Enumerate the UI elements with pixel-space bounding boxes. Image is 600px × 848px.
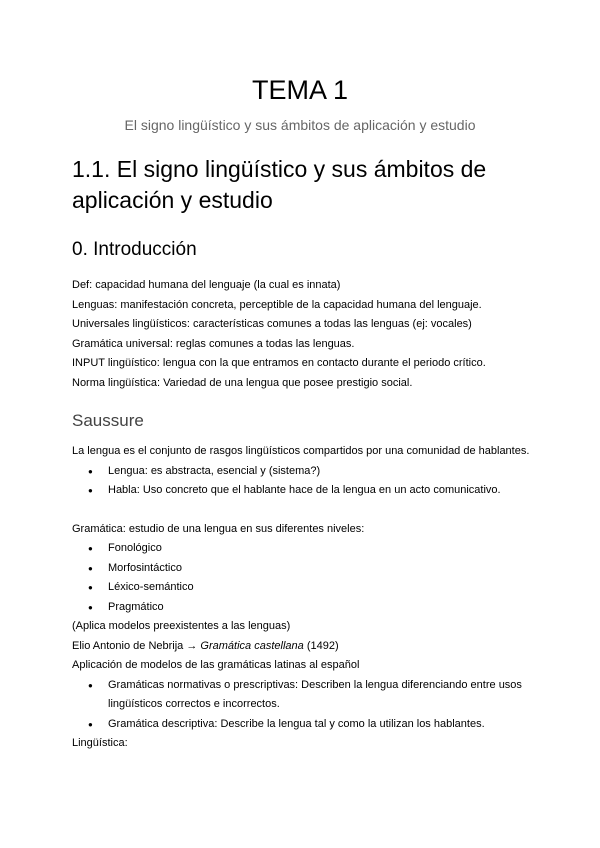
definition-line: Gramática universal: reglas comunes a todas las lenguas. bbox=[72, 337, 355, 350]
section-heading-introduccion: 0. Introducción bbox=[72, 239, 197, 260]
list-item: ● Gramáticas normativas o prescriptivas: Describen la lengua diferenciando entre usos lingüísticos correctos e incorrectos. bbox=[72, 676, 542, 715]
list-item: ● Habla: Uso concreto que el hablante hace de la lengua en un acto comunicativo. bbox=[72, 481, 542, 501]
definition-line: Norma lingüística: Variedad de una lengua que posee prestigio social. bbox=[72, 376, 413, 389]
list-item: ● Gramática descriptiva: Describe la lengua tal y como la utilizan los hablantes. bbox=[72, 715, 542, 735]
saussure-body bbox=[72, 442, 542, 754]
list-item: ● Lengua: es abstracta, esencial y (sistema?) bbox=[72, 462, 542, 482]
nebrija-year: (1492) bbox=[306, 639, 339, 652]
list-item: ● Pragmático bbox=[72, 598, 542, 618]
list-item: ● Léxico-semántico bbox=[72, 578, 542, 598]
definition-line: INPUT lingüístico: lengua con la que entramos en contacto durante el periodo crítico. bbox=[72, 357, 486, 369]
gramatica-types-list bbox=[72, 676, 542, 735]
saussure-intro: La lengua es el conjunto de rasgos lingüísticos compartidos por una comunidad de hablantes. bbox=[72, 445, 530, 457]
list-item: ● Morfosintáctico bbox=[72, 559, 542, 579]
section-heading-saussure: Saussure bbox=[72, 411, 144, 430]
definition-line: Def: capacidad humana del lenguaje (la cual es innata) bbox=[72, 279, 341, 291]
nebrija-line bbox=[72, 637, 542, 657]
nebrija-work: Gramática castellana bbox=[200, 639, 304, 652]
nebrija-prefix: Elio Antonio de Nebrija → bbox=[72, 639, 198, 652]
definition-line: Universales lingüísticos: características comunes a todas las lenguas (ej: vocales) bbox=[72, 318, 472, 330]
gramatica-levels-list bbox=[72, 539, 542, 617]
gramatica-note: (Aplica modelos preexistentes a las lenguas) bbox=[72, 620, 291, 632]
document-subtitle: El signo lingüístico y sus ámbitos de aplicación y estudio bbox=[124, 117, 476, 133]
gramatica-intro: Gramática: estudio de una lengua en sus diferentes niveles: bbox=[72, 522, 365, 535]
document-title: TEMA 1 bbox=[251, 75, 349, 105]
list-item: ● Fonológico bbox=[72, 539, 542, 559]
spacer bbox=[72, 501, 542, 520]
saussure-bullet-list bbox=[72, 462, 542, 501]
linguistica-label: Lingüística: bbox=[72, 737, 128, 749]
definition-line: Lenguas: manifestación concreta, perceptible de la capacidad humana del lenguaje. bbox=[72, 298, 482, 311]
gramatica-application: Aplicación de modelos de las gramáticas latinas al español bbox=[72, 659, 360, 671]
section-heading-1-1: 1.1. El signo lingüístico y sus ámbitos de aplicación y estudio bbox=[72, 156, 487, 213]
definitions-list bbox=[72, 276, 542, 393]
